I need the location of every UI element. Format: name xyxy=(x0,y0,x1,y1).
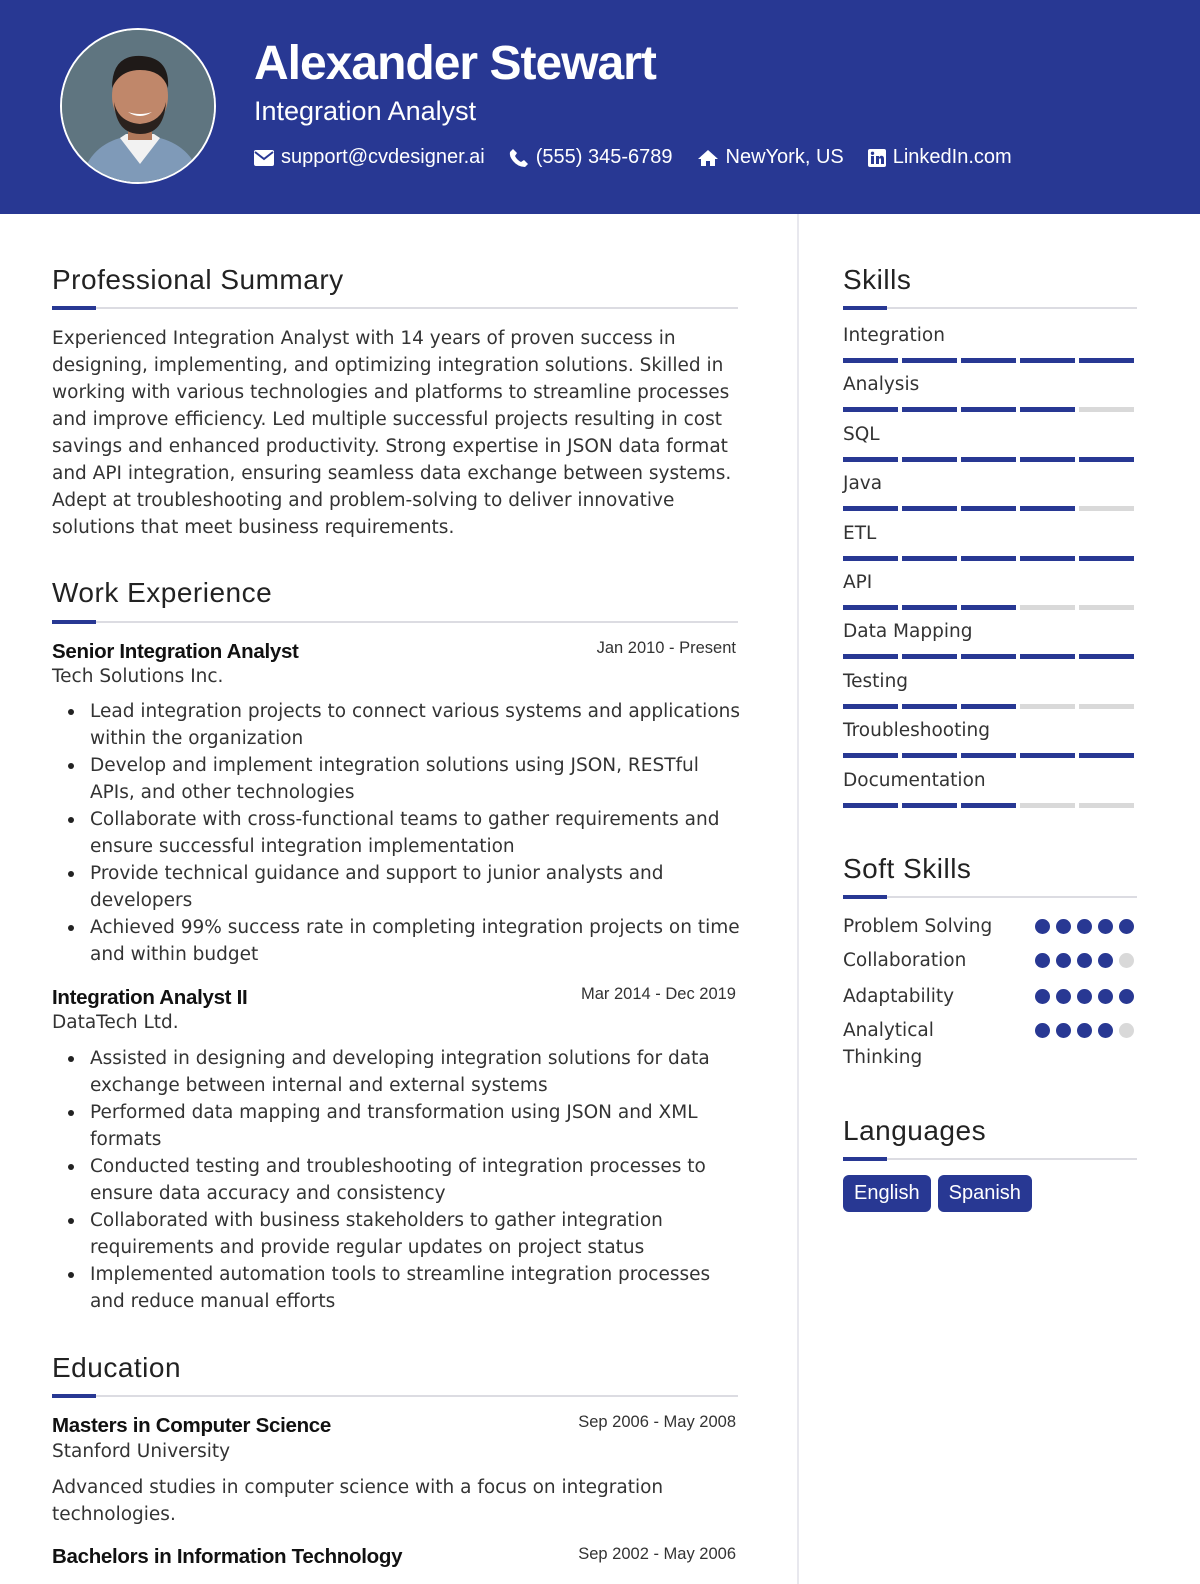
skill-level-segment xyxy=(1079,407,1134,412)
contact-phone-text: (555) 345-6789 xyxy=(535,146,673,168)
skill-level-segment xyxy=(961,506,1016,511)
skill-level-segment xyxy=(843,556,898,561)
soft-skill-rating xyxy=(1035,1023,1140,1038)
degree-title: Bachelors in Information Technology xyxy=(52,1545,403,1568)
skill-level-segment xyxy=(961,704,1016,709)
education-heading: Education xyxy=(52,1352,182,1383)
list-item: Provide technical guidance and support to junior analysts and developers xyxy=(52,860,752,914)
rating-dot xyxy=(1098,919,1113,934)
contact-location-text: NewYork, US xyxy=(725,146,844,168)
job-bullets xyxy=(52,698,752,968)
skill-name: SQL xyxy=(843,424,880,445)
skill-level-segment xyxy=(902,407,957,412)
list-item: Performed data mapping and transformation using JSON and XML formats xyxy=(52,1099,752,1153)
languages-list xyxy=(843,1175,1039,1212)
rating-dot xyxy=(1056,1023,1071,1038)
languages-heading: Languages xyxy=(843,1115,987,1146)
envelope-icon xyxy=(254,150,274,166)
rating-dot xyxy=(1098,989,1113,1004)
skill-name: API xyxy=(843,572,873,593)
skill-level-segment xyxy=(843,407,898,412)
soft-skill-rating xyxy=(1035,989,1140,1004)
skill-level-bar xyxy=(843,803,1138,808)
job-company: Tech Solutions Inc. xyxy=(52,666,224,687)
rating-dot xyxy=(1077,953,1092,968)
skill-level-segment xyxy=(843,803,898,808)
contact-location xyxy=(697,146,844,169)
summary-line: working with various technologies and platforms to streamline processes xyxy=(52,382,730,403)
skill-level-segment xyxy=(843,457,898,462)
summary-heading: Professional Summary xyxy=(52,264,344,295)
skill-level-segment xyxy=(843,704,898,709)
skill-level-segment xyxy=(1020,704,1075,709)
contact-phone[interactable] xyxy=(509,146,673,169)
skill-level-segment xyxy=(1079,358,1134,363)
skill-level-bar xyxy=(843,753,1138,758)
skill-level-segment xyxy=(843,753,898,758)
list-item: Implemented automation tools to streamline integration processes and reduce manual efforts xyxy=(52,1261,752,1315)
rating-dot xyxy=(1119,953,1134,968)
list-item: Collaborated with business stakeholders to gather integration requirements and provide regular updates on project status xyxy=(52,1207,752,1261)
rating-dot xyxy=(1056,919,1071,934)
rating-dot xyxy=(1098,1023,1113,1038)
summary-line: Experienced Integration Analyst with 14 years of proven success in xyxy=(52,328,676,349)
soft-skill-name: Collaboration xyxy=(843,950,967,971)
summary-line: Adept at troubleshooting and problem-solving to deliver innovative xyxy=(52,490,675,511)
phone-icon xyxy=(509,148,529,168)
skill-level-segment xyxy=(1020,605,1075,610)
education-rule xyxy=(52,1395,738,1397)
rating-dot xyxy=(1035,919,1050,934)
profile-photo xyxy=(60,28,216,184)
soft-skill-name: Adaptability xyxy=(843,986,955,1007)
rating-dot xyxy=(1056,989,1071,1004)
rating-dot xyxy=(1119,1023,1134,1038)
skill-level-segment xyxy=(1020,654,1075,659)
skills-rule xyxy=(843,307,1137,309)
contact-linkedin-text: LinkedIn.com xyxy=(892,146,1012,168)
job-dates: Mar 2014 - Dec 2019 xyxy=(580,985,736,1003)
skill-level-segment xyxy=(1020,358,1075,363)
skill-level-bar xyxy=(843,457,1138,462)
skill-level-bar xyxy=(843,654,1138,659)
skill-level-segment xyxy=(843,654,898,659)
skill-level-segment xyxy=(843,605,898,610)
skill-level-segment xyxy=(1079,803,1134,808)
skill-level-segment xyxy=(961,605,1016,610)
contact-bar xyxy=(254,146,1036,169)
skill-level-segment xyxy=(1020,803,1075,808)
skill-level-segment xyxy=(961,803,1016,808)
rating-dot xyxy=(1098,953,1113,968)
skill-level-segment xyxy=(902,654,957,659)
rating-dot xyxy=(1077,989,1092,1004)
soft-skill-name: Analytical Thinking xyxy=(843,1020,934,1068)
contact-linkedin[interactable] xyxy=(868,146,1012,169)
skill-name: Integration xyxy=(843,325,945,346)
summary-line: designing, implementing, and optimizing integration solutions. Skilled in xyxy=(52,355,724,376)
skill-level-segment xyxy=(1079,556,1134,561)
list-item: Achieved 99% success rate in completing integration projects on time and within budget xyxy=(52,914,752,968)
skill-level-bar xyxy=(843,704,1138,709)
skill-name: Java xyxy=(843,473,883,494)
experience-heading: Work Experience xyxy=(52,577,273,608)
summary-line: and improve efficiency. Led multiple successful projects resulting in cost xyxy=(52,409,722,430)
avatar-image xyxy=(62,30,216,184)
skill-level-segment xyxy=(961,407,1016,412)
rating-dot xyxy=(1119,989,1134,1004)
soft-skill-rating xyxy=(1035,919,1140,934)
skill-level-segment xyxy=(961,753,1016,758)
skill-level-segment xyxy=(902,803,957,808)
language-tag: Spanish xyxy=(938,1175,1032,1212)
soft-skills-rule xyxy=(843,896,1137,898)
contact-email[interactable] xyxy=(254,146,485,169)
job-bullets xyxy=(52,1045,752,1315)
candidate-name: Alexander Stewart xyxy=(254,37,656,90)
degree-dates: Sep 2002 - May 2006 xyxy=(578,1545,736,1563)
rating-dot xyxy=(1077,919,1092,934)
job-title: Integration Analyst II xyxy=(52,986,248,1009)
candidate-title: Integration Analyst xyxy=(254,96,477,126)
degree-title: Masters in Computer Science xyxy=(52,1414,331,1437)
skill-level-segment xyxy=(1079,704,1134,709)
skill-level-segment xyxy=(902,506,957,511)
summary-line: solutions that meet business requirements. xyxy=(52,517,455,538)
summary-text xyxy=(52,325,752,541)
job-title: Senior Integration Analyst xyxy=(52,640,299,663)
summary-line: and API integration, ensuring seamless data exchange between systems. xyxy=(52,463,732,484)
skill-level-segment xyxy=(902,605,957,610)
skill-level-segment xyxy=(961,358,1016,363)
skill-name: Testing xyxy=(843,671,909,692)
skill-level-segment xyxy=(902,556,957,561)
skill-name: ETL xyxy=(843,523,877,544)
skill-level-segment xyxy=(843,506,898,511)
soft-skills-heading: Soft Skills xyxy=(843,853,972,884)
degree-description: Advanced studies in computer science with a focus on integration technologies. xyxy=(52,1477,664,1525)
rating-dot xyxy=(1119,919,1134,934)
skill-name: Troubleshooting xyxy=(843,720,990,741)
skill-level-segment xyxy=(961,457,1016,462)
soft-skill-name: Problem Solving xyxy=(843,916,993,937)
skill-level-segment xyxy=(1020,506,1075,511)
linkedin-icon xyxy=(868,149,886,167)
skill-level-segment xyxy=(961,654,1016,659)
rating-dot xyxy=(1056,953,1071,968)
list-item: Conducted testing and troubleshooting of integration processes to ensure data accuracy and consistency xyxy=(52,1153,752,1207)
list-item: Collaborate with cross-functional teams to gather requirements and ensure successful integration implementation xyxy=(52,806,752,860)
rating-dot xyxy=(1035,989,1050,1004)
skill-level-segment xyxy=(1079,506,1134,511)
skill-level-bar xyxy=(843,407,1138,412)
resume-header xyxy=(0,0,1200,214)
skill-name: Data Mapping xyxy=(843,621,973,642)
skill-level-segment xyxy=(902,704,957,709)
skill-name: Documentation xyxy=(843,770,986,791)
skill-level-segment xyxy=(902,753,957,758)
language-tag: English xyxy=(843,1175,931,1212)
job-company: DataTech Ltd. xyxy=(52,1012,179,1033)
skill-level-segment xyxy=(1020,407,1075,412)
summary-line: savings and enhanced productivity. Strong expertise in JSON data format xyxy=(52,436,728,457)
skill-level-segment xyxy=(1079,605,1134,610)
list-item: Assisted in designing and developing integration solutions for data exchange between internal and external systems xyxy=(52,1045,752,1099)
skill-level-segment xyxy=(1079,654,1134,659)
list-item: Develop and implement integration solutions using JSON, RESTful APIs, and other technologies xyxy=(52,752,752,806)
list-item: Lead integration projects to connect various systems and applications within the organization xyxy=(52,698,752,752)
skill-name: Analysis xyxy=(843,374,920,395)
skill-level-bar xyxy=(843,358,1138,363)
skill-level-bar xyxy=(843,605,1138,610)
skill-level-segment xyxy=(1020,457,1075,462)
skill-level-bar xyxy=(843,506,1138,511)
skill-level-segment xyxy=(1020,753,1075,758)
column-divider xyxy=(797,214,799,1584)
skills-heading: Skills xyxy=(843,264,912,295)
summary-rule xyxy=(52,307,738,309)
skill-level-segment xyxy=(1079,753,1134,758)
skill-level-segment xyxy=(902,358,957,363)
skill-level-segment xyxy=(1020,556,1075,561)
school-name: Stanford University xyxy=(52,1441,231,1462)
rating-dot xyxy=(1035,953,1050,968)
languages-rule xyxy=(843,1158,1137,1160)
skill-level-segment xyxy=(961,556,1016,561)
experience-rule xyxy=(52,621,738,623)
skill-level-bar xyxy=(843,556,1138,561)
rating-dot xyxy=(1077,1023,1092,1038)
home-icon xyxy=(697,149,719,167)
degree-dates: Sep 2006 - May 2008 xyxy=(578,1413,736,1431)
skill-level-segment xyxy=(843,358,898,363)
skill-level-segment xyxy=(1079,457,1134,462)
skill-level-segment xyxy=(902,457,957,462)
rating-dot xyxy=(1035,1023,1050,1038)
soft-skill-rating xyxy=(1035,953,1140,968)
job-dates: Jan 2010 - Present xyxy=(596,639,736,657)
contact-email-text: support@cvdesigner.ai xyxy=(281,146,485,168)
